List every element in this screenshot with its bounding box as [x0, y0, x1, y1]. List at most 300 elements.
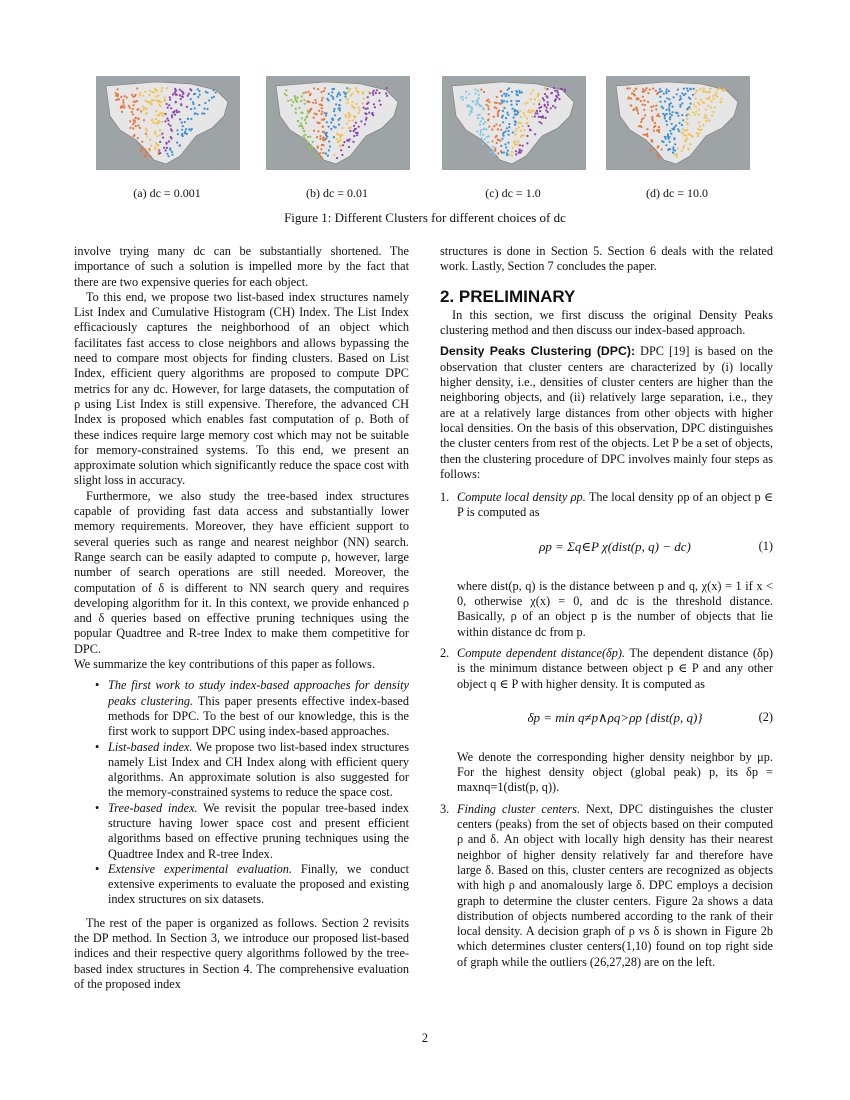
cluster-point	[190, 108, 192, 110]
cluster-point	[309, 136, 311, 138]
cluster-point	[637, 98, 639, 100]
cluster-point	[151, 119, 153, 121]
cluster-point	[531, 116, 533, 118]
cluster-point	[478, 94, 480, 96]
cluster-point	[343, 141, 345, 143]
cluster-point	[517, 141, 519, 143]
cluster-point	[666, 124, 668, 126]
cluster-point	[160, 101, 162, 103]
cluster-point	[511, 91, 513, 93]
cluster-point	[168, 140, 170, 142]
cluster-point	[184, 131, 186, 133]
cluster-point	[655, 108, 657, 110]
cluster-point	[475, 88, 477, 90]
cluster-point	[547, 101, 549, 103]
list-item	[108, 740, 409, 801]
cluster-point	[710, 100, 712, 102]
cluster-point	[652, 147, 654, 149]
cluster-point	[190, 89, 192, 91]
cluster-point	[712, 95, 714, 97]
cluster-point	[477, 117, 479, 119]
cluster-point	[652, 119, 654, 121]
cluster-point	[495, 123, 497, 125]
cluster-point	[687, 90, 689, 92]
equation-1	[457, 535, 773, 565]
cluster-point	[182, 125, 184, 127]
cluster-point	[697, 128, 699, 130]
cluster-point	[462, 99, 464, 101]
cluster-point	[666, 136, 668, 138]
cluster-point	[538, 93, 540, 95]
cluster-point	[518, 151, 520, 153]
cluster-point	[355, 122, 357, 124]
cluster-point	[139, 94, 141, 96]
cluster-point	[302, 127, 304, 129]
cluster-point	[716, 91, 718, 93]
cluster-point	[699, 125, 701, 127]
cluster-point	[494, 149, 496, 151]
cluster-point	[664, 100, 666, 102]
cluster-point	[521, 91, 523, 93]
cluster-point	[343, 91, 345, 93]
cluster-point	[320, 113, 322, 115]
cluster-point	[148, 148, 150, 150]
cluster-point	[317, 88, 319, 90]
cluster-point	[171, 151, 173, 153]
cluster-point	[498, 109, 500, 111]
cluster-point	[497, 139, 499, 141]
cluster-point	[115, 99, 117, 101]
cluster-point	[657, 153, 659, 155]
cluster-point	[349, 115, 351, 117]
cluster-point	[703, 87, 705, 89]
cluster-point	[685, 139, 687, 141]
cluster-point	[482, 123, 484, 125]
cluster-point	[512, 147, 514, 149]
cluster-point	[166, 143, 168, 145]
cluster-point	[655, 105, 657, 107]
cluster-point	[703, 102, 705, 104]
cluster-point	[306, 115, 308, 117]
cluster-point	[495, 107, 497, 109]
cluster-point	[316, 121, 318, 123]
cluster-point	[628, 97, 630, 99]
cluster-point	[465, 91, 467, 93]
cluster-point	[134, 117, 136, 119]
cluster-point	[686, 118, 688, 120]
cluster-point	[719, 87, 721, 89]
cluster-point	[373, 90, 375, 92]
cluster-point	[300, 125, 302, 127]
cluster-point	[194, 113, 196, 115]
cluster-point	[346, 123, 348, 125]
cluster-point	[365, 119, 367, 121]
cluster-point	[515, 93, 517, 95]
cluster-point	[672, 128, 674, 130]
cluster-point	[133, 101, 135, 103]
cluster-point	[556, 96, 558, 98]
cluster-point	[303, 99, 305, 101]
cluster-point	[295, 108, 297, 110]
bullet-text: We revisit the popular tree-based index structure having lower space cost and present efficient algorithms based on effective pruning techniques using the Quadtree Index and R-tree Index.	[108, 800, 410, 861]
left-column	[74, 244, 409, 992]
cluster-point	[534, 98, 536, 100]
cluster-point	[536, 112, 538, 114]
cluster-point	[321, 91, 323, 93]
cluster-point	[643, 109, 645, 111]
cluster-point	[363, 98, 365, 100]
cluster-point	[646, 128, 648, 130]
cluster-point	[328, 140, 330, 142]
cluster-point	[683, 94, 685, 96]
cluster-point	[686, 87, 688, 89]
cluster-point	[499, 140, 501, 142]
cluster-point	[485, 128, 487, 130]
cluster-point	[323, 90, 325, 92]
cluster-point	[148, 94, 150, 96]
cluster-point	[518, 126, 520, 128]
cluster-point	[363, 107, 365, 109]
cluster-point	[517, 144, 519, 146]
cluster-point	[642, 117, 644, 119]
cluster-point	[339, 135, 341, 137]
cluster-point	[539, 110, 541, 112]
cluster-point	[474, 92, 476, 94]
cluster-point	[311, 146, 313, 148]
cluster-point	[529, 129, 531, 131]
cluster-point	[137, 108, 139, 110]
cluster-point	[637, 112, 639, 114]
cluster-point	[153, 91, 155, 93]
cluster-point	[328, 93, 330, 95]
cluster-point	[313, 87, 315, 89]
cluster-point	[532, 89, 534, 91]
cluster-point	[524, 103, 526, 105]
cluster-point	[198, 90, 200, 92]
cluster-point	[489, 151, 491, 153]
cluster-point	[328, 126, 330, 128]
list-item	[440, 645, 773, 796]
cluster-point	[518, 100, 520, 102]
cluster-map-b	[266, 76, 410, 170]
cluster-point	[653, 130, 655, 132]
cluster-point	[508, 153, 510, 155]
cluster-point	[320, 103, 322, 105]
cluster-point	[678, 130, 680, 132]
cluster-point	[171, 114, 173, 116]
cluster-point	[169, 149, 171, 151]
cluster-point	[174, 114, 176, 116]
cluster-point	[695, 98, 697, 100]
cluster-point	[165, 113, 167, 115]
cluster-point	[356, 103, 358, 105]
cluster-point	[642, 88, 644, 90]
step-lead: Compute dependent distance(δp).	[457, 645, 626, 660]
cluster-point	[527, 111, 529, 113]
cluster-point	[215, 91, 217, 93]
cluster-point	[287, 100, 289, 102]
cluster-point	[291, 104, 293, 106]
cluster-point	[367, 102, 369, 104]
cluster-point	[634, 94, 636, 96]
cluster-point	[146, 130, 148, 132]
bullet-text: Finally, we conduct extensive experiments to evaluate the proposed and existing index structures on six datasets.	[108, 861, 409, 907]
cluster-point	[679, 106, 681, 108]
cluster-point	[167, 155, 169, 157]
cluster-point	[156, 114, 158, 116]
figure-1	[96, 76, 761, 200]
map-panel-b	[266, 76, 410, 170]
cluster-point	[685, 121, 687, 123]
cluster-point	[319, 152, 321, 154]
cluster-point	[486, 100, 488, 102]
paragraph: involve trying many dc can be substantially shortened. The importance of such a solution is impelled more by the fact that there are two expensive queries for each object.	[74, 244, 409, 289]
cluster-point	[317, 147, 319, 149]
cluster-point	[341, 127, 343, 129]
cluster-point	[132, 127, 134, 129]
cluster-point	[679, 122, 681, 124]
cluster-point	[488, 113, 490, 115]
cluster-point	[698, 132, 700, 134]
cluster-point	[157, 144, 159, 146]
cluster-point	[365, 108, 367, 110]
cluster-point	[540, 106, 542, 108]
cluster-point	[554, 107, 556, 109]
cluster-point	[132, 123, 134, 125]
cluster-point	[672, 106, 674, 108]
cluster-point	[491, 128, 493, 130]
cluster-point	[115, 92, 117, 94]
cluster-point	[681, 124, 683, 126]
cluster-point	[482, 118, 484, 120]
cluster-point	[351, 93, 353, 95]
cluster-point	[686, 114, 688, 116]
cluster-point	[133, 134, 135, 136]
bullet-lead: Tree-based index.	[108, 800, 198, 815]
cluster-point	[194, 93, 196, 95]
cluster-point	[503, 100, 505, 102]
cluster-point	[636, 110, 638, 112]
cluster-point	[301, 112, 303, 114]
cluster-point	[135, 125, 137, 127]
cluster-point	[659, 101, 661, 103]
cluster-point	[677, 89, 679, 91]
cluster-point	[145, 155, 147, 157]
cluster-point	[538, 116, 540, 118]
cluster-point	[144, 91, 146, 93]
cluster-point	[145, 152, 147, 154]
cluster-point	[538, 103, 540, 105]
cluster-point	[353, 130, 355, 132]
cluster-point	[488, 135, 490, 137]
cluster-point	[497, 113, 499, 115]
cluster-point	[716, 88, 718, 90]
cluster-point	[347, 102, 349, 104]
cluster-point	[306, 101, 308, 103]
cluster-point	[322, 152, 324, 154]
cluster-point	[360, 120, 362, 122]
equation-2	[457, 706, 773, 736]
cluster-point	[167, 107, 169, 109]
cluster-point	[681, 132, 683, 134]
cluster-point	[670, 133, 672, 135]
cluster-point	[681, 102, 683, 104]
cluster-point	[630, 97, 632, 99]
cluster-point	[698, 108, 700, 110]
map-panel-c	[442, 76, 586, 170]
cluster-point	[501, 95, 503, 97]
cluster-point	[664, 117, 666, 119]
list-item	[108, 862, 409, 908]
cluster-point	[707, 105, 709, 107]
cluster-point	[557, 94, 559, 96]
cluster-point	[635, 88, 637, 90]
cluster-point	[552, 105, 554, 107]
cluster-point	[155, 96, 157, 98]
cluster-point	[506, 127, 508, 129]
cluster-point	[300, 123, 302, 125]
cluster-point	[320, 156, 322, 158]
cluster-point	[332, 98, 334, 100]
cluster-point	[322, 131, 324, 133]
cluster-point	[557, 92, 559, 94]
cluster-point	[653, 126, 655, 128]
cluster-point	[646, 135, 648, 137]
figure-caption: Figure 1: Different Clusters for different choices of dc	[284, 210, 566, 225]
cluster-point	[482, 143, 484, 145]
cluster-point	[488, 118, 490, 120]
cluster-point	[213, 89, 215, 91]
cluster-point	[178, 111, 180, 113]
cluster-point	[349, 138, 351, 140]
cluster-point	[164, 99, 166, 101]
cluster-point	[643, 100, 645, 102]
cluster-point	[354, 117, 356, 119]
cluster-point	[514, 134, 516, 136]
cluster-point	[139, 127, 141, 129]
cluster-point	[154, 88, 156, 90]
cluster-point	[310, 108, 312, 110]
cluster-point	[534, 133, 536, 135]
cluster-point	[516, 103, 518, 105]
cluster-point	[335, 138, 337, 140]
cluster-point	[663, 141, 665, 143]
cluster-point	[508, 126, 510, 128]
cluster-point	[357, 132, 359, 134]
cluster-point	[499, 90, 501, 92]
step-text: The local density ρp of an object p ∈ P is computed as	[457, 490, 773, 520]
cluster-point	[339, 109, 341, 111]
cluster-point	[321, 107, 323, 109]
cluster-point	[656, 130, 658, 132]
subcaption-c: (c) dc = 1.0	[485, 186, 541, 200]
cluster-point	[699, 88, 701, 90]
cluster-point	[159, 141, 161, 143]
cluster-point	[159, 134, 161, 136]
cluster-point	[654, 122, 656, 124]
cluster-point	[197, 88, 199, 90]
cluster-point	[650, 139, 652, 141]
cluster-point	[339, 117, 341, 119]
cluster-point	[318, 110, 320, 112]
step-after: where dist(p, q) is the distance between p and q, χ(x) = 1 if x < 0, otherwise χ(x) = 0, and dc is the threshold distance. Basically, ρ of an object p is the number of objects that lie within distance dc from p.	[457, 578, 773, 639]
cluster-point	[688, 106, 690, 108]
cluster-point	[334, 114, 336, 116]
cluster-point	[497, 128, 499, 130]
cluster-point	[337, 134, 339, 136]
cluster-point	[146, 108, 148, 110]
cluster-point	[673, 126, 675, 128]
cluster-point	[203, 108, 205, 110]
cluster-point	[145, 128, 147, 130]
cluster-point	[167, 120, 169, 122]
cluster-point	[675, 156, 677, 158]
cluster-point	[658, 126, 660, 128]
cluster-point	[496, 142, 498, 144]
cluster-point	[677, 115, 679, 117]
cluster-point	[323, 137, 325, 139]
cluster-point	[373, 103, 375, 105]
cluster-point	[310, 93, 312, 95]
cluster-point	[358, 107, 360, 109]
cluster-point	[159, 129, 161, 131]
cluster-point	[553, 87, 555, 89]
cluster-point	[518, 122, 520, 124]
cluster-point	[321, 111, 323, 113]
cluster-point	[526, 142, 528, 144]
cluster-point	[314, 99, 316, 101]
cluster-point	[378, 92, 380, 94]
cluster-point	[665, 92, 667, 94]
cluster-point	[469, 113, 471, 115]
cluster-point	[528, 109, 530, 111]
cluster-point	[181, 129, 183, 131]
cluster-point	[187, 95, 189, 97]
cluster-point	[544, 87, 546, 89]
cluster-point	[635, 106, 637, 108]
cluster-point	[655, 90, 657, 92]
cluster-point	[169, 96, 171, 98]
cluster-point	[368, 91, 370, 93]
cluster-point	[520, 116, 522, 118]
cluster-point	[132, 108, 134, 110]
cluster-point	[714, 106, 716, 108]
cluster-point	[662, 113, 664, 115]
cluster-point	[672, 146, 674, 148]
list-item	[108, 801, 409, 862]
cluster-point	[645, 87, 647, 89]
cluster-point	[668, 105, 670, 107]
cluster-point	[146, 135, 148, 137]
cluster-point	[659, 88, 661, 90]
cluster-point	[516, 110, 518, 112]
cluster-point	[481, 137, 483, 139]
step-lead: Compute local density ρp.	[457, 490, 586, 505]
cluster-point	[130, 127, 132, 129]
cluster-point	[667, 149, 669, 151]
cluster-point	[519, 110, 521, 112]
cluster-point	[170, 136, 172, 138]
cluster-point	[126, 96, 128, 98]
cluster-point	[182, 96, 184, 98]
cluster-point	[550, 92, 552, 94]
cluster-point	[672, 111, 674, 113]
cluster-point	[541, 116, 543, 118]
cluster-point	[668, 107, 670, 109]
cluster-point	[514, 143, 516, 145]
cluster-point	[665, 144, 667, 146]
cluster-point	[664, 115, 666, 117]
